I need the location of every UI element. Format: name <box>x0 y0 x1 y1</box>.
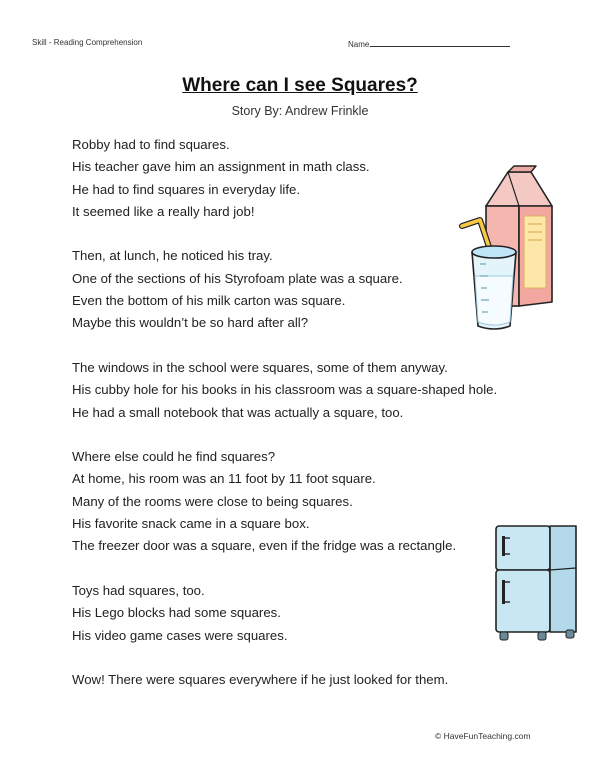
page-title: Where can I see Squares? <box>182 75 418 96</box>
name-blank-line <box>370 38 510 47</box>
story-paragraph <box>72 669 512 691</box>
story-paragraph <box>72 446 512 557</box>
story-paragraph <box>72 134 512 223</box>
story-line: His favorite snack came in a square box. <box>72 516 310 532</box>
story-line: Where else could he find squares? <box>72 449 276 465</box>
name-label: Name <box>348 40 370 49</box>
story-line: His cubby hole for his books in his classroom was a square-shaped hole. <box>72 382 498 398</box>
copyright-footer: © HaveFunTeaching.com <box>435 731 531 741</box>
story-body <box>72 134 512 714</box>
story-line: The freezer door was a square, even if the fridge was a rectangle. <box>72 538 457 554</box>
refrigerator-icon <box>494 524 582 642</box>
story-line: His video game cases were squares. <box>72 627 288 643</box>
story-line: Many of the rooms were close to being squares. <box>72 493 353 509</box>
name-field <box>348 38 510 49</box>
story-line: It seemed like a really hard job! <box>72 203 255 219</box>
story-line: His teacher gave him an assignment in math class. <box>72 159 370 175</box>
story-line: Toys had squares, too. <box>72 582 205 598</box>
story-paragraph <box>72 245 512 334</box>
story-line: Even the bottom of his milk carton was square. <box>72 293 346 309</box>
story-byline: Story By: Andrew Frinkle <box>231 104 369 118</box>
story-line: One of the sections of his Styrofoam plate was a square. <box>72 270 403 286</box>
milk-carton-and-glass-icon <box>456 164 556 334</box>
story-line: Wow! There were squares everywhere if he just looked for them. <box>72 672 449 688</box>
story-line: Maybe this wouldn’t be so hard after all? <box>72 315 309 331</box>
story-line: His Lego blocks had some squares. <box>72 605 281 621</box>
story-line: He had a small notebook that was actually a square, too. <box>72 404 404 420</box>
story-paragraph <box>72 580 512 647</box>
skill-label: Skill - Reading Comprehension <box>32 38 143 47</box>
story-line: Robby had to find squares. <box>72 137 230 152</box>
story-line: At home, his room was an 11 foot by 11 foot square. <box>72 471 376 487</box>
story-line: The windows in the school were squares, some of them anyway. <box>72 359 448 375</box>
story-line: Then, at lunch, he noticed his tray. <box>72 248 273 264</box>
story-line: He had to find squares in everyday life. <box>72 181 300 197</box>
story-paragraph <box>72 357 512 424</box>
